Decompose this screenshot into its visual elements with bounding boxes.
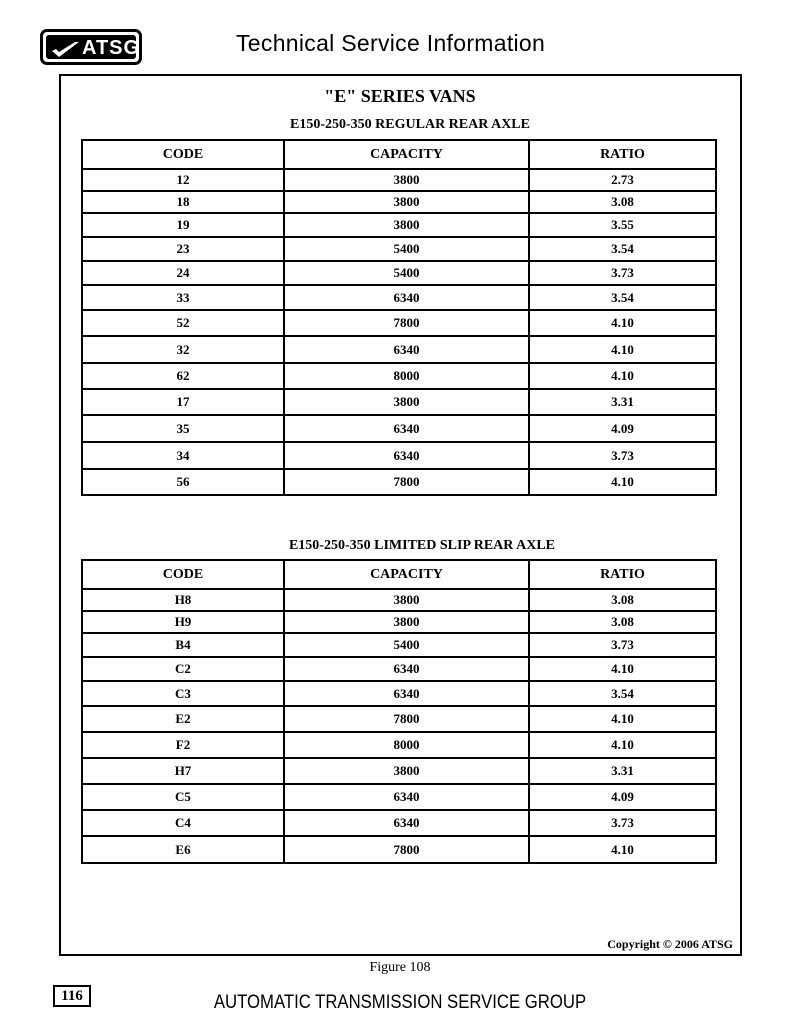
cell-ratio: 3.54 (529, 285, 716, 310)
cell-code: F2 (82, 732, 284, 758)
table-row (82, 261, 716, 285)
column-header-ratio: RATIO (529, 140, 716, 169)
cell-ratio: 2.73 (529, 169, 716, 191)
cell-capacity: 5400 (284, 237, 529, 261)
cell-ratio: 4.10 (529, 469, 716, 495)
cell-capacity: 3800 (284, 611, 529, 633)
table-row (82, 469, 716, 495)
cell-ratio: 4.10 (529, 836, 716, 863)
cell-capacity: 3800 (284, 589, 529, 611)
cell-ratio: 4.10 (529, 363, 716, 389)
cell-ratio: 3.73 (529, 442, 716, 469)
cell-ratio: 3.08 (529, 611, 716, 633)
table-row (82, 732, 716, 758)
cell-ratio: 3.73 (529, 633, 716, 657)
cell-capacity: 8000 (284, 363, 529, 389)
cell-capacity: 7800 (284, 469, 529, 495)
cell-code: 52 (82, 310, 284, 336)
table-row (82, 836, 716, 863)
table-row (82, 758, 716, 784)
cell-code: B4 (82, 633, 284, 657)
column-header-capacity: CAPACITY (284, 560, 529, 589)
cell-capacity: 6340 (284, 285, 529, 310)
cell-ratio: 3.54 (529, 237, 716, 261)
cell-code: E2 (82, 706, 284, 732)
cell-ratio: 3.31 (529, 389, 716, 415)
cell-code: 18 (82, 191, 284, 213)
cell-code: 56 (82, 469, 284, 495)
cell-capacity: 6340 (284, 415, 529, 442)
cell-ratio: 3.08 (529, 191, 716, 213)
table-row (82, 389, 716, 415)
cell-code: 23 (82, 237, 284, 261)
cell-ratio: 4.10 (529, 657, 716, 681)
table-row (82, 442, 716, 469)
table-row (82, 657, 716, 681)
cell-code: 24 (82, 261, 284, 285)
cell-capacity: 7800 (284, 706, 529, 732)
table-row (82, 213, 716, 237)
table-row (82, 589, 716, 611)
cell-capacity: 6340 (284, 810, 529, 836)
table-row (82, 363, 716, 389)
table-row (82, 681, 716, 706)
cell-code: 34 (82, 442, 284, 469)
cell-ratio: 3.54 (529, 681, 716, 706)
column-header-code: CODE (82, 140, 284, 169)
table-row (82, 285, 716, 310)
cell-capacity: 3800 (284, 758, 529, 784)
cell-ratio: 4.10 (529, 310, 716, 336)
cell-capacity: 5400 (284, 261, 529, 285)
logo-text: ATSG (82, 37, 141, 59)
cell-code: C2 (82, 657, 284, 681)
table-row (82, 336, 716, 363)
cell-code: E6 (82, 836, 284, 863)
cell-ratio: 4.09 (529, 784, 716, 810)
table-row (82, 611, 716, 633)
cell-code: C4 (82, 810, 284, 836)
cell-capacity: 6340 (284, 442, 529, 469)
table-header-row (82, 560, 716, 589)
cell-capacity: 3800 (284, 169, 529, 191)
table-row (82, 810, 716, 836)
cell-ratio: 3.31 (529, 758, 716, 784)
cell-ratio: 3.73 (529, 810, 716, 836)
cell-capacity: 7800 (284, 836, 529, 863)
cell-capacity: 8000 (284, 732, 529, 758)
table-row (82, 784, 716, 810)
cell-code: H7 (82, 758, 284, 784)
cell-capacity: 3800 (284, 389, 529, 415)
atsg-logo (40, 29, 142, 65)
regular-axle-table-title: E150-250-350 REGULAR REAR AXLE (290, 117, 530, 132)
cell-capacity: 3800 (284, 191, 529, 213)
logo-checkmark-icon (51, 40, 81, 60)
table-row (82, 237, 716, 261)
cell-code: 32 (82, 336, 284, 363)
cell-code: 17 (82, 389, 284, 415)
cell-ratio: 3.55 (529, 213, 716, 237)
limited-slip-axle-table (81, 559, 717, 864)
page-number: 116 (53, 985, 91, 1007)
column-header-code: CODE (82, 560, 284, 589)
cell-capacity: 5400 (284, 633, 529, 657)
cell-ratio: 4.10 (529, 706, 716, 732)
limited-slip-axle-table-title: E150-250-350 LIMITED SLIP REAR AXLE (288, 538, 556, 553)
copyright-notice: Copyright © 2006 ATSG (607, 937, 733, 951)
cell-capacity: 7800 (284, 310, 529, 336)
table-row (82, 415, 716, 442)
figure-caption: Figure 108 (369, 960, 431, 975)
header-title: Technical Service Information (236, 30, 546, 56)
cell-ratio: 4.10 (529, 336, 716, 363)
column-header-capacity: CAPACITY (284, 140, 529, 169)
regular-axle-table (81, 139, 717, 496)
table-row (82, 169, 716, 191)
cell-ratio: 3.73 (529, 261, 716, 285)
cell-code: 33 (82, 285, 284, 310)
cell-capacity: 6340 (284, 784, 529, 810)
cell-code: 62 (82, 363, 284, 389)
cell-code: 35 (82, 415, 284, 442)
table-row (82, 191, 716, 213)
cell-code: H8 (82, 589, 284, 611)
cell-code: C3 (82, 681, 284, 706)
footer-text: AUTOMATIC TRANSMISSION SERVICE GROUP (213, 992, 587, 1013)
cell-code: H9 (82, 611, 284, 633)
document-title: "E" SERIES VANS (324, 86, 476, 106)
cell-capacity: 6340 (284, 336, 529, 363)
column-header-ratio: RATIO (529, 560, 716, 589)
cell-capacity: 6340 (284, 657, 529, 681)
cell-ratio: 4.09 (529, 415, 716, 442)
cell-ratio: 3.08 (529, 589, 716, 611)
cell-code: 12 (82, 169, 284, 191)
cell-capacity: 3800 (284, 213, 529, 237)
table-header-row (82, 140, 716, 169)
cell-capacity: 6340 (284, 681, 529, 706)
table-row (82, 633, 716, 657)
cell-ratio: 4.10 (529, 732, 716, 758)
cell-code: C5 (82, 784, 284, 810)
cell-code: 19 (82, 213, 284, 237)
table-row (82, 310, 716, 336)
table-row (82, 706, 716, 732)
